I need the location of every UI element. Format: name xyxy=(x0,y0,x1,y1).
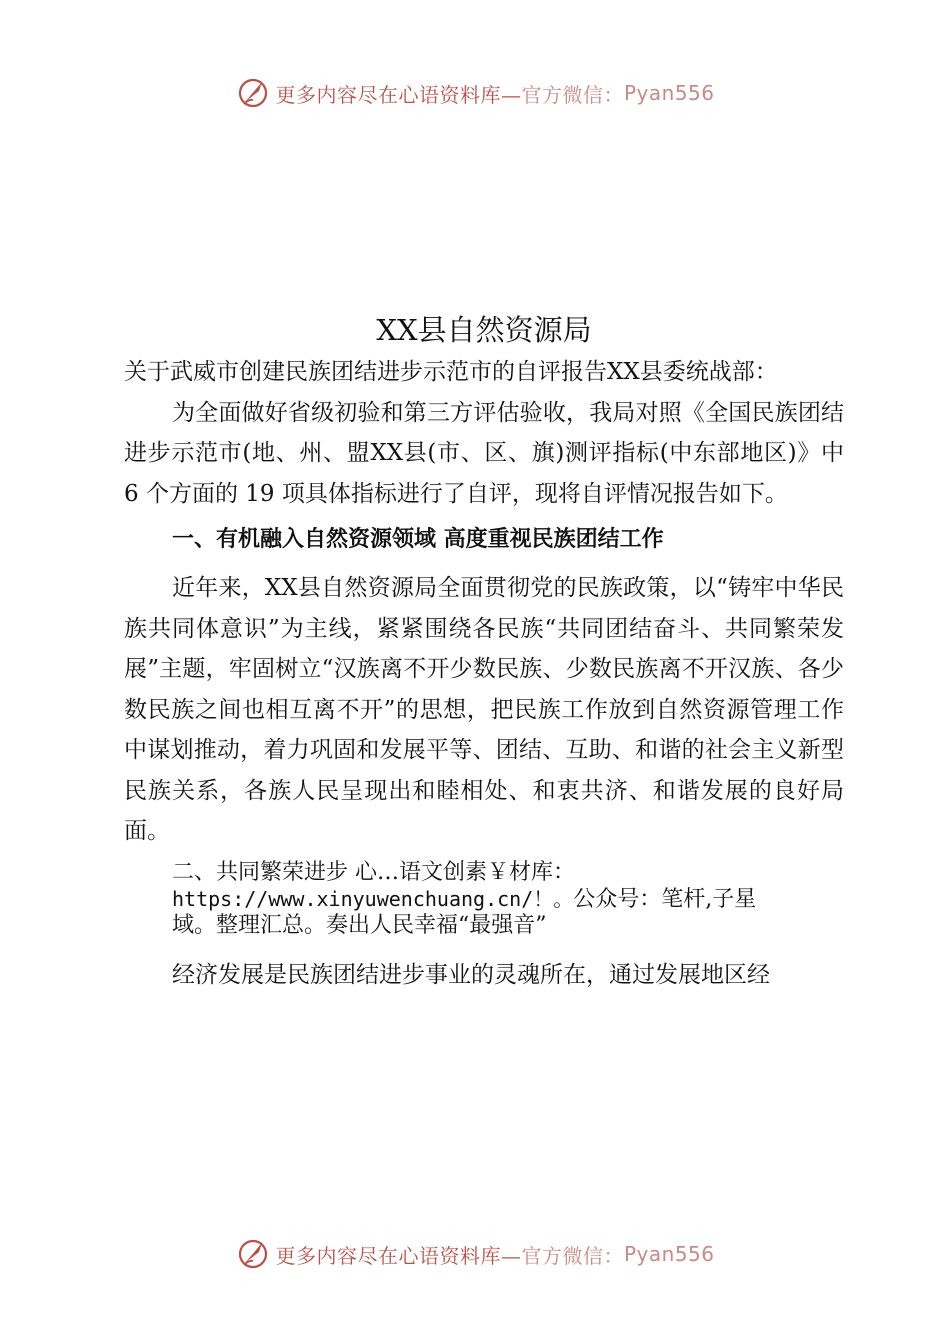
document-body xyxy=(124,308,844,995)
quill-logo-icon xyxy=(235,75,271,111)
paragraph-2: 近年来，XX县自然资源局全面贯彻党的民族政策，以“铸牢中华民族共同体意识”为主线，紧紧围绕各民族“共同团结奋斗、共同繁荣发展”主题，牢固树立“汉族离不开少数民族、少数民族离不开汉族、各少数民族之间也相互离不开”的思想，把民族工作放到自然资源管理工作中谋划推动，着力巩固和发展平等、团结、互助、和谐的社会主义新型民族关系，各族人民呈现出和睦相处、和衷共济、和谐发展的良好局面。 xyxy=(124,575,844,844)
paragraph-1: 为全面做好省级初验和第三方评估验收，我局对照《全国民族团结进步示范市(地、州、盟XX县(市、区、旗)测评指标(中东部地区)》中 6 个方面的 19 项具体指标进行了自评，现将自评情况报告如下。 xyxy=(124,399,844,507)
footer-watermark xyxy=(0,1234,950,1274)
watermark-wechat-id: Pyan556 xyxy=(623,81,715,105)
document-title: XX县自然资源局 xyxy=(376,313,592,347)
section-heading-2-line-1: 二、共同繁荣进步 心…语文创素￥材库： xyxy=(172,859,575,885)
section-heading-2-line-2 xyxy=(172,886,844,913)
intro-line: 关于武威市创建民族团结进步示范市的自评报告XX县委统战部： xyxy=(124,359,778,385)
watermark-main-text: 更多内容尽在心语资料库— xyxy=(275,1243,522,1268)
section-heading-1: 一、有机融入自然资源领域 高度重视民族团结工作 xyxy=(172,527,664,552)
watermark-wechat-id: Pyan556 xyxy=(623,1242,715,1266)
source-url: https://www.xinyuwenchuang.cn/！。 xyxy=(172,886,574,911)
watermark-wechat-label: 官方微信： xyxy=(521,1243,624,1268)
quill-logo-icon xyxy=(235,1236,271,1272)
header-watermark xyxy=(0,73,950,113)
section-heading-2 xyxy=(124,860,844,939)
section-heading-2-line-3: 域。整理汇总。奏出人民幸福“最强音” xyxy=(172,912,547,938)
section-heading-2-line-2-rest: 公众号：笔杆,子星 xyxy=(573,886,757,912)
watermark-main-text: 更多内容尽在心语资料库— xyxy=(275,82,522,107)
watermark-wechat-label: 官方微信： xyxy=(521,82,624,107)
paragraph-3: 经济发展是民族团结进步事业的灵魂所在，通过发展地区经 xyxy=(172,961,770,988)
